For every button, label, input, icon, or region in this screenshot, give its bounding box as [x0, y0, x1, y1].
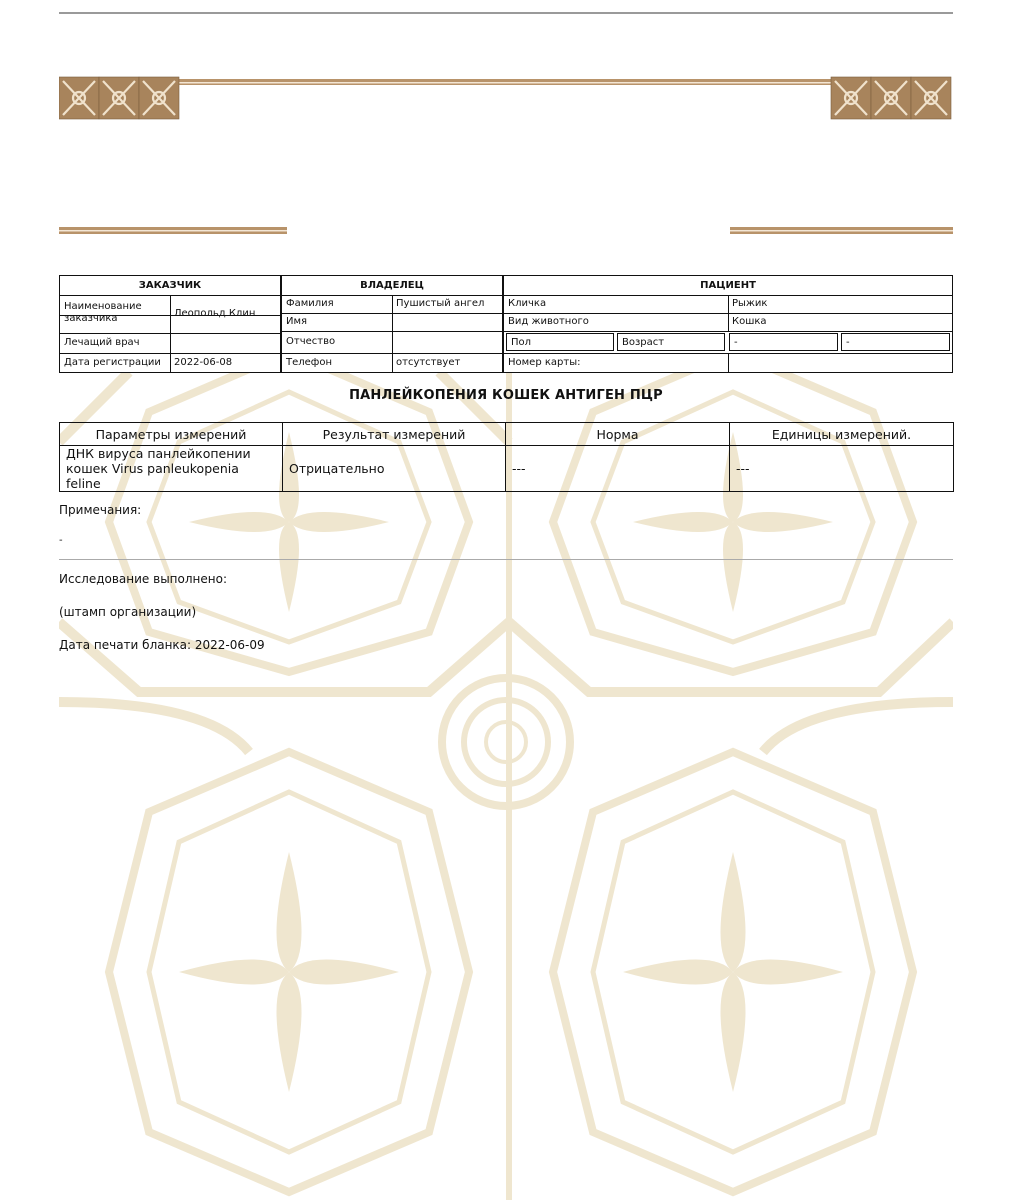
- age-label: Возраст: [617, 333, 725, 351]
- header-result: Результат измерений: [283, 423, 506, 446]
- species-value: Кошка: [732, 316, 767, 327]
- patronymic-value: [392, 331, 502, 353]
- notes-value: -: [59, 535, 63, 546]
- header-units: Единицы измерений.: [730, 423, 954, 446]
- print-date: Дата печати бланка: 2022-06-09: [59, 638, 265, 652]
- doctor-label: Лечащий врач: [64, 337, 140, 348]
- reg-date-label: Дата регистрации: [64, 356, 161, 368]
- stamp-text: (штамп организации): [59, 605, 197, 619]
- customer-header: ЗАКАЗЧИК: [60, 276, 280, 296]
- doctor-value: [170, 333, 280, 353]
- notes-label: Примечания:: [59, 503, 142, 517]
- species-label: Вид животного: [508, 316, 589, 327]
- owner-header: ВЛАДЕЛЕЦ: [282, 276, 502, 296]
- cell-result: Отрицательно: [283, 446, 506, 492]
- nickname-value: Рыжик: [732, 298, 768, 309]
- nickname-label: Кличка: [508, 298, 547, 309]
- background-ornament-pattern: [59, 372, 953, 1200]
- header-parameters: Параметры измерений: [60, 423, 283, 446]
- sex-value: -: [729, 333, 838, 351]
- results-header-row: [60, 423, 954, 446]
- section-divider: [59, 559, 953, 560]
- cell-parameter: ДНК вируса панлейкопении кошек Virus panleukopenia feline: [60, 446, 283, 492]
- surname-label: Фамилия: [286, 298, 334, 309]
- reg-date-value: 2022-06-08: [174, 356, 233, 368]
- owner-name-value: [392, 313, 502, 331]
- performed-label: Исследование выполнено:: [59, 572, 227, 586]
- decorative-rule-right: [730, 226, 953, 235]
- decorative-rule-left: [59, 226, 287, 235]
- age-value: -: [841, 333, 950, 351]
- phone-value: отсутствует: [396, 356, 461, 368]
- header-norm: Норма: [506, 423, 730, 446]
- page-title: ПАНЛЕЙКОПЕНИЯ КОШЕК АНТИГЕН ПЦР: [349, 388, 663, 403]
- card-number-label: Номер карты:: [508, 356, 581, 368]
- customer-name-label: Наименование заказчика: [64, 301, 142, 324]
- customer-section: [59, 275, 281, 373]
- sex-label: Пол: [506, 333, 614, 351]
- owner-section: [281, 275, 503, 373]
- surname-value: Пушистый ангел: [396, 298, 485, 309]
- results-table: [59, 422, 954, 492]
- header-ornament: [59, 75, 953, 121]
- top-border-line: [59, 12, 953, 14]
- customer-name-value: Леопольд Клин: [174, 308, 256, 319]
- table-row: [60, 446, 954, 492]
- phone-label: Телефон: [286, 356, 333, 368]
- cell-norm: ---: [506, 446, 730, 492]
- patronymic-label: Отчество: [286, 336, 336, 347]
- owner-name-label: Имя: [286, 316, 308, 327]
- patient-section: [503, 275, 953, 373]
- info-table: [59, 275, 953, 373]
- cell-units: ---: [730, 446, 954, 492]
- patient-header: ПАЦИЕНТ: [504, 276, 952, 296]
